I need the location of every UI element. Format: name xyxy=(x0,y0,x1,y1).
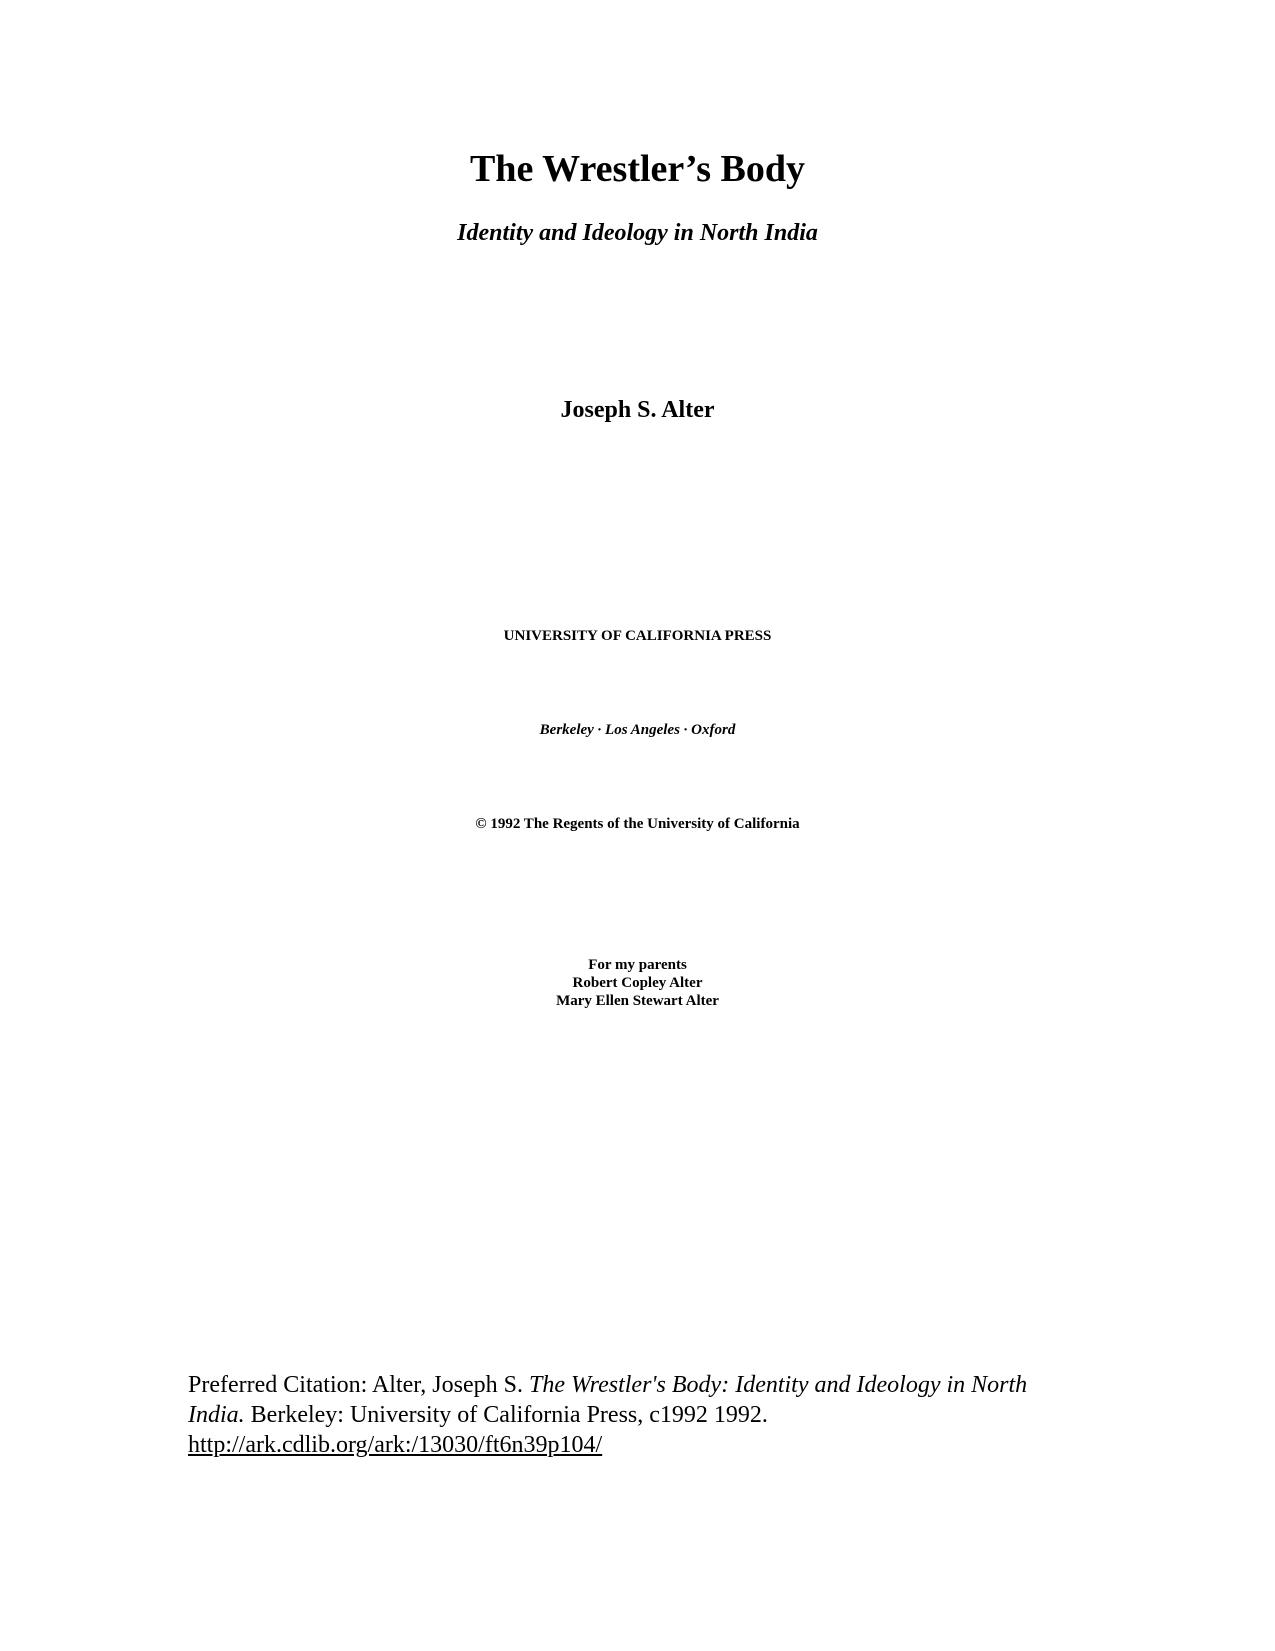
citation-prefix: Preferred Citation: Alter, Joseph S. xyxy=(188,1372,529,1398)
dedication-line: Mary Ellen Stewart Alter xyxy=(556,993,719,1009)
citation-book-title: The Wrestler's Body: Identity and Ideology in North India. xyxy=(188,1372,1028,1428)
preferred-citation xyxy=(188,1370,1088,1460)
citation-link[interactable]: http://ark.cdlib.org/ark:/13030/ft6n39p104/ xyxy=(188,1432,603,1458)
dedication-line: For my parents xyxy=(588,957,687,973)
copyright-notice: © 1992 The Regents of the University of California xyxy=(475,816,800,832)
publisher-name: UNIVERSITY OF CALIFORNIA PRESS xyxy=(503,628,772,644)
dedication xyxy=(0,956,1275,1010)
book-subtitle: Identity and Ideology in North India xyxy=(457,220,818,246)
citation-publication: Berkeley: University of California Press, c1992 1992. xyxy=(244,1402,768,1428)
publisher-places: Berkeley · Los Angeles · Oxford xyxy=(539,722,736,738)
book-title: The Wrestler’s Body xyxy=(470,148,805,190)
dedication-line: Robert Copley Alter xyxy=(572,975,703,991)
author-name: Joseph S. Alter xyxy=(560,397,715,423)
